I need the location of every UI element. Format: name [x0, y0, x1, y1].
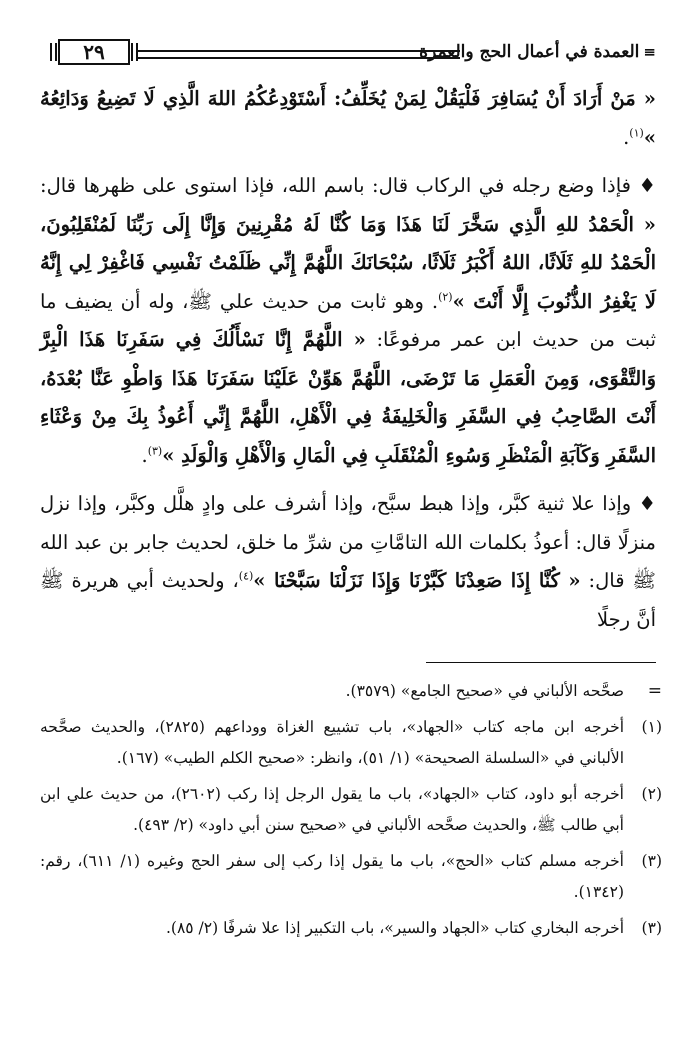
- footnote-text: أخرجه مسلم كتاب «الحج»، باب ما يقول إذا ركب إلى سفر الحج وغيره (١/ ٦١١)، رقم: (١٣٤٢).: [40, 852, 624, 901]
- dua-travel: « اللَّهُمَّ إِنَّا نَسْأَلُكَ فِي سَفَرِنَا هَذَا الْبِرَّ وَالتَّقْوَى، وَمِنَ الْعَمَلِ مَا تَرْضَى، اللَّهُمَّ هَوِّنْ عَلَيْنَا سَفَرَنَا هَذَا وَاطْوِ عَنَّا بُعْدَهُ، أَنْتَ الصَّاحِبُ فِي السَّفَرِ وَالْخَلِيفَةُ فِي الْأَهْلِ، اللَّهُمَّ إِنِّي أَعُوذُ بِكَ مِنْ وَعْثَاءِ السَّفَرِ وَكَآبَةِ الْمَنْظَرِ وَسُوءِ الْمُنْقَلَبِ فِي الْمَالِ وَالْأَهْلِ وَالْوَلَدِ »: [40, 328, 656, 467]
- paragraph-end: .: [141, 443, 148, 467]
- riding-intro: ♦ فإذا وضع رجله في الركاب قال: باسم الله، فإذا استوى على ظهرها قال:: [40, 174, 656, 197]
- footnotes: [40, 676, 662, 949]
- riding-narration: . وهو ثابت من حديث علي ﷺ، وله أن يضيف ما ثبت من حديث ابن عمر مرفوعًا:: [40, 289, 656, 351]
- running-title-text: العمدة في أعمال الحج والعمرة: [419, 42, 640, 62]
- footnote-ref-1[interactable]: (١): [629, 126, 644, 139]
- footnote-4: [40, 913, 662, 944]
- footnote-1: [40, 712, 662, 774]
- header-bullet-icon: ≡: [643, 43, 656, 61]
- footnote-number: (٣): [641, 852, 662, 870]
- page-number: ٢٩: [58, 39, 130, 65]
- footnote-text: صحَّحه الألباني في «صحيح الجامع» (٣٥٧٩).: [345, 682, 624, 700]
- footnote-2: [40, 779, 662, 841]
- paragraph-takbir: [40, 485, 656, 639]
- footnote-text: أخرجه البخاري كتاب «الجهاد والسير»، باب التكبير إذا علا شرفًا (٢/ ٨٥).: [165, 919, 624, 937]
- footnote-text: أخرجه ابن ماجه كتاب «الجهاد»، باب تشييع الغزاة ووداعهم (٢٨٢٥)، والحديث صحَّحه الألباني في «السلسلة الصحيحة» (١/ ٥١)، وانظر: «صحيح الكلم الطيب» (١٦٧).: [40, 718, 624, 767]
- footnote-text: أخرجه أبو داود، كتاب «الجهاد»، باب ما يقول الرجل إذا ركب (٢٦٠٢)، من حديث علي ابن أبي طالب ﷺ، والحديث صحَّحه الألباني في «صحيح سنن أبي داود» (٢/ ٤٩٣).: [40, 785, 624, 834]
- footnote-number: =: [647, 681, 662, 701]
- hadith-farewell: « مَنْ أَرَادَ أَنْ يُسَافِرَ فَلْيَقُلْ لِمَنْ يُخَلِّفُ: أَسْتَوْدِعُكُمُ اللهَ الَّذِي لَا تَضِيعُ وَدَائِعُهُ »: [40, 87, 656, 149]
- paragraph-farewell: [40, 80, 656, 157]
- page-header: [48, 40, 656, 70]
- footnote-divider: [426, 662, 656, 663]
- takbir-continuation: ، ولحديث أبي هريرة ﷺ أنَّ رجلًا: [40, 569, 656, 631]
- footnote-3: [40, 846, 662, 908]
- footnote-number: (٣): [641, 919, 662, 937]
- takbir-intro: ♦ وإذا علا ثنية كبَّر، وإذا هبط سبَّح، وإذا أشرف على وادٍ هلَّل وكبَّر، وإذا نزل منزلًا قال: أعوذُ بكلمات الله التامَّاتِ من شرِّ ما خلق، لحديث جابر بن عبد الله ﷺ قال:: [40, 492, 656, 592]
- dua-riding: « الْحَمْدُ للهِ الَّذِي سَخَّرَ لَنَا هَذَا وَمَا كُنَّا لَهُ مُقْرِنِينَ وَإِنَّا إِلَى رَبِّنَا لَمُنْقَلِبُونَ، الْحَمْدُ للهِ ثَلَاثًا، اللهُ أَكْبَرُ ثَلَاثًا، سُبْحَانَكَ اللَّهُمَّ إِنِّي ظَلَمْتُ نَفْسِي فَاغْفِرْ لِي إِنَّهُ لَا يَغْفِرُ الذُّنُوبَ إِلَّا أَنْتَ »: [40, 212, 657, 313]
- hadith-takbir: « كُنَّا إِذَا صَعِدْنَا كَبَّرْنَا وَإِذَا نَزَلْنَا سَبَّحْنَا »: [253, 569, 581, 592]
- paragraph-riding: [40, 167, 656, 475]
- footnote-continued: [40, 676, 662, 707]
- main-text: [40, 80, 656, 639]
- footnote-ref-4[interactable]: (٤): [238, 569, 254, 583]
- footnote-number: (٢): [641, 785, 662, 803]
- footnote-number: (١): [641, 718, 662, 736]
- footnote-ref-2[interactable]: (٢): [438, 290, 453, 303]
- header-rule: [136, 50, 460, 59]
- paragraph-end: .: [623, 125, 630, 149]
- footnote-ref-3[interactable]: (٣): [147, 444, 163, 457]
